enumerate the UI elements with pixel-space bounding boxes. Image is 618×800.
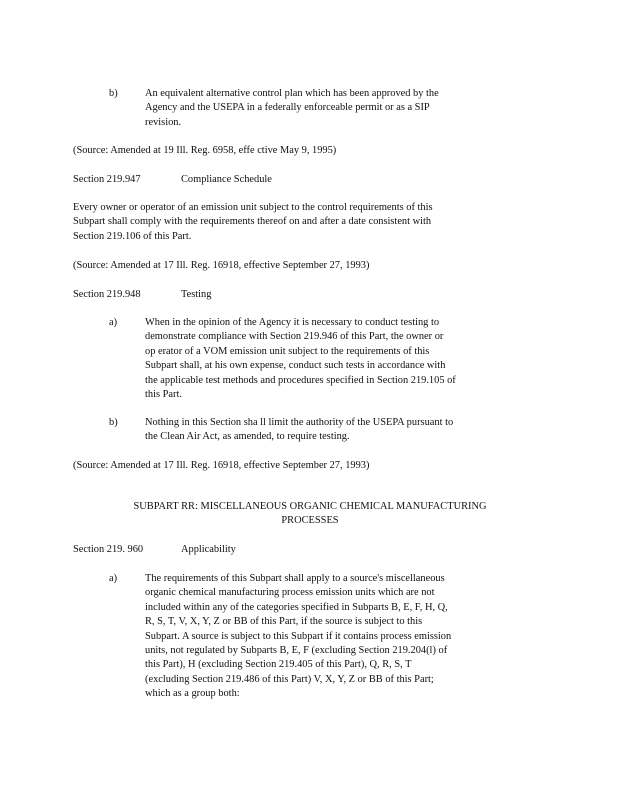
item-text [145,572,517,702]
text-line: included within any of the categories specified in Subparts B, E, F, H, Q, [145,601,448,613]
item-label: b) [109,417,118,428]
heading-line: PROCESSES [281,515,339,527]
text-line: revision. [145,116,182,128]
subpart-heading [73,500,547,529]
text-line: Nothing in this Section sha ll limit the authority of the USEPA pursuant to [145,417,454,428]
item-text [145,416,517,445]
text-line: An equivalent alternative control plan which has been approved by the [145,88,439,99]
text-line: organic chemical manufacturing process emission units which are not [145,587,435,599]
source-note: (Source: Amended at 17 Ill. Reg. 16918, effective September 27, 1993) [73,260,370,271]
text-line: op erator of a VOM emission unit subject to the requirements of this [145,345,430,357]
text-line: The requirements of this Subpart shall apply to a source's miscellaneous [145,573,445,584]
text-line: When in the opinion of the Agency it is necessary to conduct testing to [145,317,440,328]
text-line: this Part. [145,389,182,401]
section-heading-947 [73,173,535,187]
section-heading-960 [73,543,535,557]
text-line: Subpart. A source is subject to this Subpart if it contains process emission [145,630,452,642]
section-paragraph [73,201,535,244]
item-label: b) [109,88,118,99]
section-number: Section 219.948 [73,289,141,300]
section-title: Compliance Schedule [181,174,272,185]
source-note: (Source: Amended at 17 Ill. Reg. 16918, effective September 27, 1993) [73,460,370,471]
text-line: Every owner or operator of an emission unit subject to the control requirements of this [73,202,433,213]
section-heading-948 [73,288,535,302]
text-line: this Part), H (excluding Section 219.405 of this Part), Q, R, S, T [145,659,412,671]
text-line: which as a group both: [145,688,240,700]
source-note: (Source: Amended at 19 Ill. Reg. 6958, effe ctive May 9, 1995) [73,145,337,156]
section-title: Applicability [181,544,236,555]
item-label: a) [109,573,118,584]
heading-line: SUBPART RR: MISCELLANEOUS ORGANIC CHEMICAL MANUFACTURING [133,501,487,512]
section-title: Testing [181,289,212,300]
text-line: units, not regulated by Subparts B, E, F (excluding Section 219.204(l) of [145,645,448,657]
text-line: (excluding Section 219.486 of this Part) V, X, Y, Z or BB of this Part; [145,673,434,685]
item-label: a) [109,317,118,328]
text-line: the applicable test methods and procedures specified in Section 219.105 of [145,374,456,386]
text-line: Section 219.106 of this Part. [73,230,192,242]
text-line: R, S, T, V, X, Y, Z or BB of this Part, if the source is subject to this [145,616,423,628]
item-text [145,316,517,402]
item-text [145,87,517,130]
text-line: Subpart shall, at his own expense, conduct such tests in accordance with [145,360,446,372]
section-number: Section 219.947 [73,174,141,185]
text-line: Subpart shall comply with the requirements thereof on and after a date consistent with [73,216,432,228]
text-line: Agency and the USEPA in a federally enforceable permit or as a SIP [145,102,430,114]
text-line: the Clean Air Act, as amended, to require testing. [145,431,350,443]
text-line: demonstrate compliance with Section 219.946 of this Part, the owner or [145,331,444,343]
section-number: Section 219. 960 [73,544,144,555]
